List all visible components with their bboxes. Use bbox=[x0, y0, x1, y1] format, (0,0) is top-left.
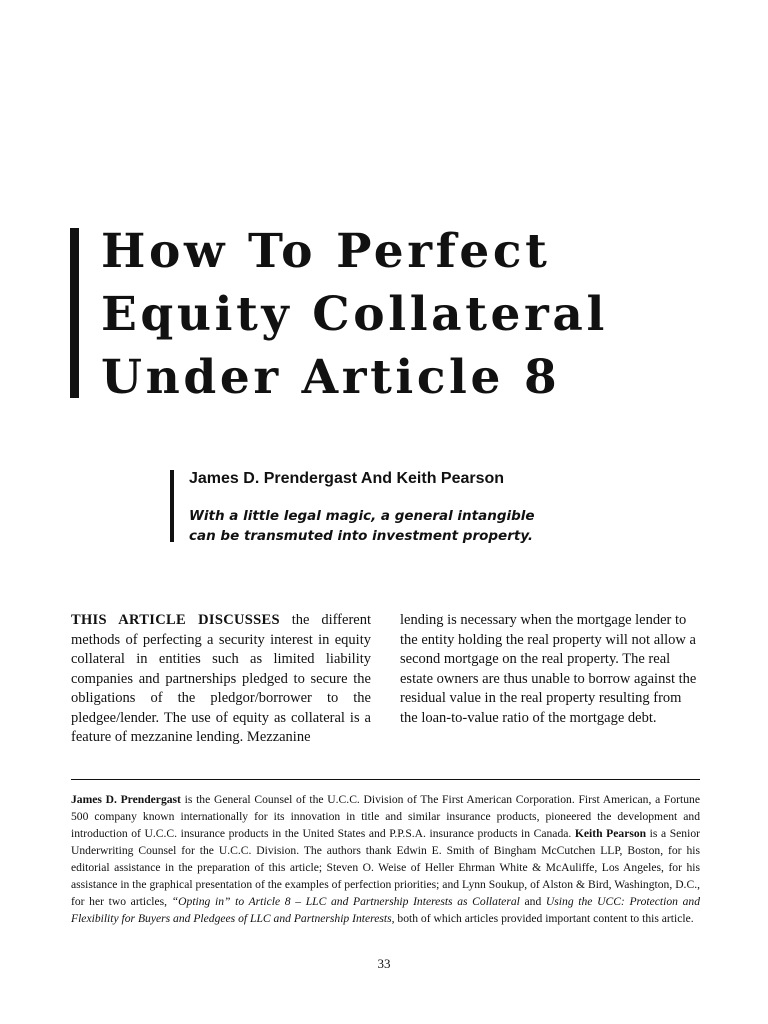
footnote-divider bbox=[71, 779, 700, 780]
page-number: 33 bbox=[377, 956, 391, 971]
byline-accent-bar bbox=[170, 470, 174, 542]
article-title bbox=[101, 220, 741, 409]
footnote-text-2: is a Senior Underwriting Counsel for the U.C.C. Division. The authors thank Edwin E. Smith of Bingham McCutchen LLP, Boston, for his editorial assistance in the preparation of this article; Steven O. Weise of Heller Ehrman White & McAuliffe, Los Angeles, for his assistance in the graphical presentation of the examples of perfection priorities; and Lynn Soukup, of Alston & Bird, Washington, D.C., for her two articles, bbox=[71, 827, 700, 908]
body-column-left bbox=[71, 611, 371, 748]
title-line-3: Under Article 8 bbox=[101, 350, 561, 405]
left-column-text: the different methods of perfecting a security interest in equity collateral in entities such as limited liability companies and partnerships pledged to secure the obligations of the pledgor/borrower to the pledgee/lender. The use of equity as collateral is a feature of mezzanine lending. Mezzanine bbox=[71, 612, 371, 745]
author-footnote bbox=[71, 791, 700, 927]
right-column-text: lending is necessary when the mortgage lender to the entity holding the real property will not allow a second mortgage on the real property. The real estate owners are thus unable to borrow against the residual value in the real property resulting from the loan-to-value ratio of the mortgage debt. bbox=[400, 612, 697, 726]
deck-line-2: can be transmuted into investment property. bbox=[189, 528, 534, 544]
article-deck bbox=[189, 506, 549, 546]
footnote-text-4: both of which articles provided important content to this article. bbox=[394, 912, 694, 925]
body-column-right bbox=[400, 611, 700, 728]
author-byline: James D. Prendergast And Keith Pearson bbox=[189, 470, 505, 487]
footnote-text-3: and bbox=[519, 895, 546, 908]
footnote-article-1: “Opting in” to Article 8 – LLC and Partnership Interests as Collateral bbox=[171, 895, 520, 908]
footnote-text-1: is the General Counsel of the U.C.C. Division of The First American Corporation. First American, a Fortune 500 company known internationally for its innovation in title and similar insurance products, pioneered the development and introduction of U.C.C. insurance products in the United States and P.P.S.A. insurance products in Canada. bbox=[71, 793, 701, 840]
footnote-article-2: Using the UCC: Protection and Flexibility for Buyers and Pledgees of LLC and Partnership Interests, bbox=[71, 895, 700, 925]
title-accent-bar bbox=[70, 228, 79, 398]
title-line-2: Equity Collateral bbox=[101, 287, 608, 342]
title-line-1: How To Perfect bbox=[101, 224, 551, 279]
footnote-author-1: James D. Prendergast bbox=[71, 793, 181, 806]
deck-line-1: With a little legal magic, a general intangible bbox=[189, 508, 535, 524]
footnote-author-2: Keith Pearson bbox=[574, 827, 647, 840]
lead-in: THIS ARTICLE DISCUSSES bbox=[71, 612, 280, 628]
